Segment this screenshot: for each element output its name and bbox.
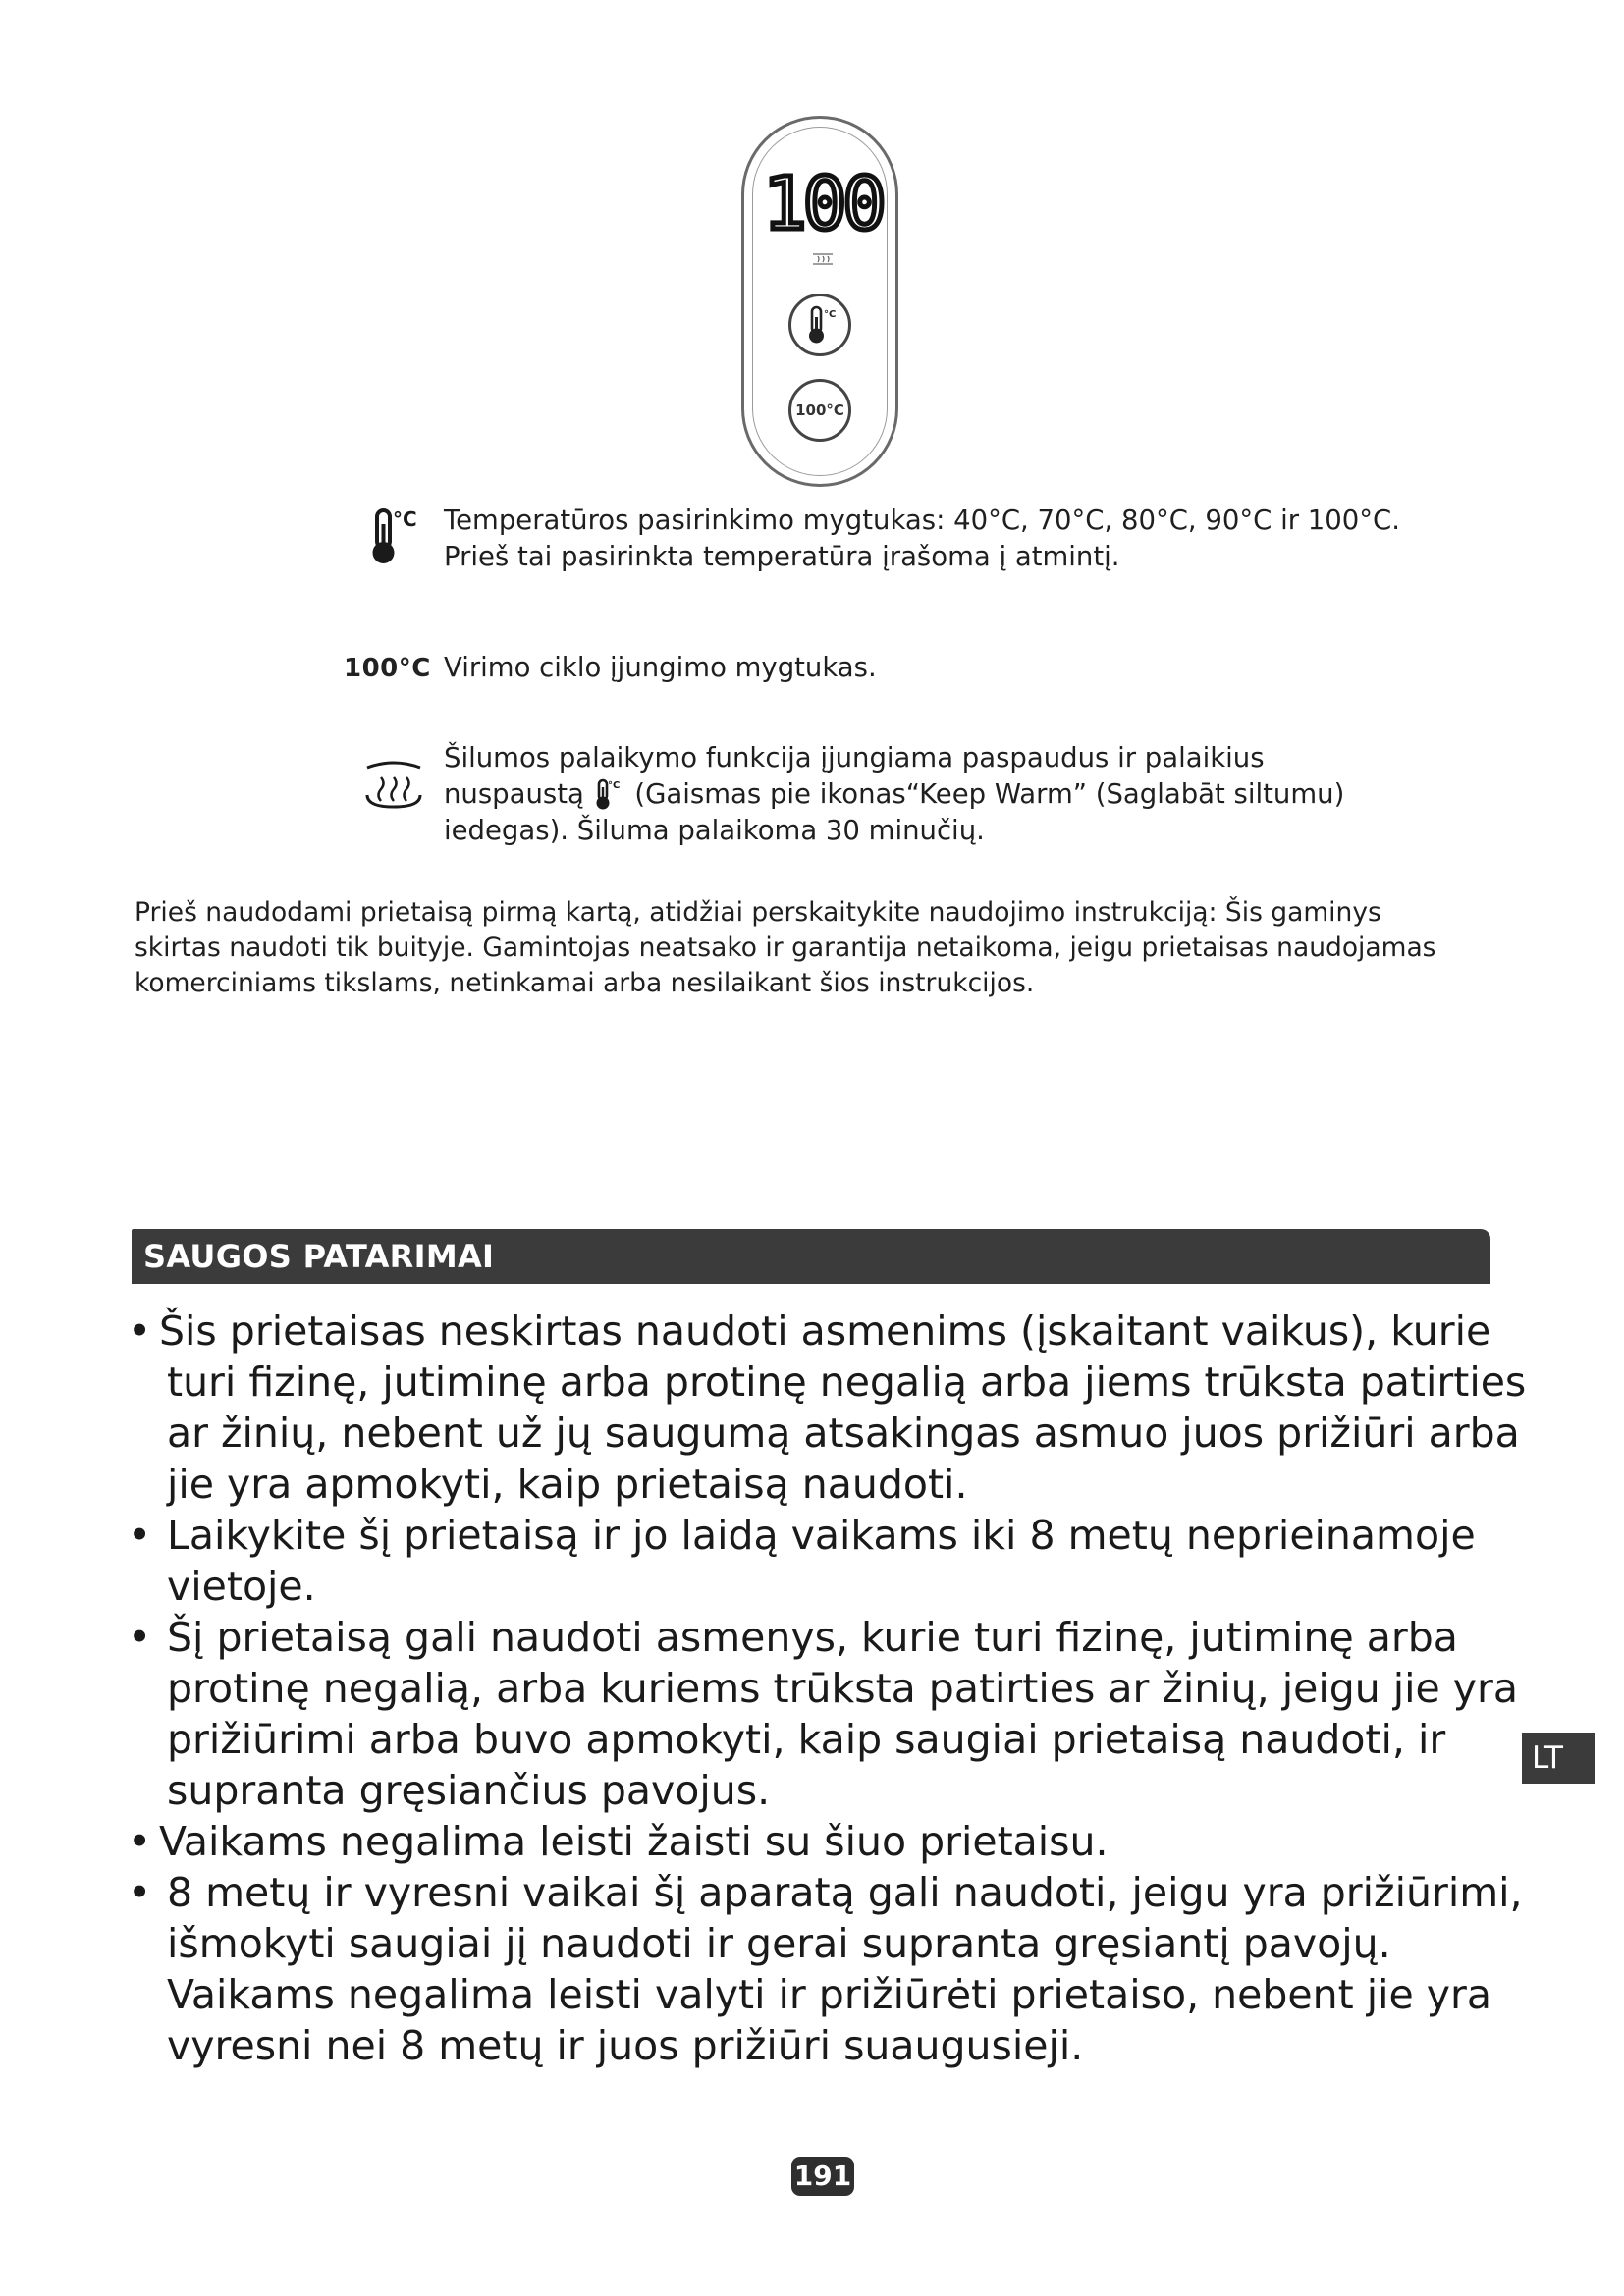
safety-item-1-line-4: jie yra apmokyti, kaip prietaisą naudoti. bbox=[167, 1461, 968, 1508]
bullet: • bbox=[128, 1308, 152, 1355]
boil-button-label: 100°C bbox=[795, 401, 844, 419]
section-title: SAUGOS PATARIMAI bbox=[143, 1238, 495, 1275]
safety-item-3-line-1: Šį prietaisą gali naudoti asmenys, kurie turi fizinę, jutiminę arba bbox=[167, 1614, 1458, 1661]
legend-warm-line-3: iedegas). Šiluma palaikoma 30 minučių. bbox=[444, 815, 985, 846]
intro-line-3: komerciniams tikslams, netinkamai arba nesilaikant šios instrukcijos. bbox=[135, 968, 1035, 998]
safety-item-5-line-1: 8 metų ir vyresni vaikai šį aparatą gali naudoti, jeigu yra prižiūrimi, bbox=[167, 1869, 1523, 1916]
safety-item-5-line-4: vyresni nei 8 metų ir juos prižiūri suaugusieji. bbox=[167, 2022, 1084, 2069]
legend-temp-line-2: Prieš tai pasirinkta temperatūra įrašoma į atmintį. bbox=[444, 541, 1120, 572]
language-tab: LT bbox=[1522, 1733, 1595, 1784]
safety-item bbox=[128, 1816, 1502, 1867]
boil-button-label-icon: 100°C bbox=[344, 654, 431, 683]
legend-warm-line-1: Šilumos palaikymo funkcija įjungiama paspaudus ir palaikius bbox=[444, 742, 1265, 774]
safety-item-3-line-3: prižiūrimi arba buvo apmokyti, kaip saugiai prietaisą naudoti, ir bbox=[167, 1716, 1446, 1763]
bullet: • bbox=[128, 1869, 152, 1916]
legend-boil-text: Virimo ciklo įjungimo mygtukas. bbox=[444, 652, 877, 683]
legend-warm-line-2-start: nuspaustą bbox=[444, 778, 584, 810]
safety-item-5-line-2: išmokyti saugiai jį naudoti ir gerai supranta gręsiantį pavojų. bbox=[167, 1920, 1391, 1967]
bullet: • bbox=[128, 1512, 152, 1559]
thermo-icon-unit: °C bbox=[393, 507, 417, 531]
bullet: • bbox=[128, 1818, 152, 1865]
page-number: 191 bbox=[791, 2157, 854, 2196]
panel-keep-warm-icon bbox=[811, 252, 835, 266]
legend-temp-text bbox=[444, 503, 1400, 575]
safety-item-4-line-1: Vaikams negalima leisti žaisti su šiuo prietaisu. bbox=[159, 1818, 1109, 1865]
thermometer-icon bbox=[369, 507, 426, 567]
safety-item bbox=[128, 1510, 1502, 1612]
legend-warm-line-2-end: (Gaismas pie ikonas“Keep Warm” (Saglabāt siltumu) bbox=[634, 778, 1345, 810]
safety-item bbox=[128, 1867, 1523, 2071]
inline-thermometer-icon bbox=[593, 777, 626, 811]
kettle-control-panel bbox=[741, 116, 898, 487]
safety-item bbox=[128, 1612, 1519, 1816]
intro-line-2: skirtas naudoti tik buityje. Gamintojas neatsako ir garantija netaikoma, jeigu prietaisas naudojamas bbox=[135, 933, 1436, 963]
temp-button-unit: °C bbox=[824, 309, 837, 320]
safety-item-2-line-1: Laikykite šį prietaisą ir jo laidą vaikams iki 8 metų neprieinamoje bbox=[167, 1512, 1476, 1559]
safety-item-1-line-1: Šis prietaisas neskirtas naudoti asmenims (įskaitant vaikus), kurie bbox=[159, 1308, 1491, 1355]
safety-list bbox=[128, 1306, 1527, 2071]
safety-item-3-line-4: supranta gręsiančius pavojus. bbox=[167, 1767, 771, 1814]
intro-paragraph bbox=[135, 895, 1509, 1001]
legend-warm-line-2 bbox=[444, 776, 1344, 813]
thermometer-icon bbox=[800, 303, 839, 347]
safety-item bbox=[128, 1306, 1527, 1510]
legend-temp-line-1: Temperatūros pasirinkimo mygtukas: 40°C, 70°C, 80°C, 90°C ir 100°C. bbox=[444, 505, 1400, 536]
safety-item-2-line-2: vietoje. bbox=[167, 1563, 316, 1610]
keep-warm-icon bbox=[361, 756, 426, 811]
temperature-select-button[interactable] bbox=[788, 294, 851, 356]
safety-item-1-line-2: turi fizinę, jutiminę arba protinę negalią arba jiems trūksta patirties bbox=[167, 1359, 1527, 1406]
legend-warm-text bbox=[444, 740, 1344, 849]
inline-thermo-unit: °C bbox=[607, 780, 620, 791]
intro-line-1: Prieš naudodami prietaisą pirmą kartą, atidžiai perskaitykite naudojimo instrukciją: Šis gaminys bbox=[135, 897, 1381, 928]
safety-item-1-line-3: ar žinių, nebent už jų saugumą atsakingas asmuo juos prižiūri arba bbox=[167, 1410, 1520, 1457]
bullet: • bbox=[128, 1614, 152, 1661]
safety-item-3-line-2: protinę negalią, arba kuriems trūksta patirties ar žinių, jeigu jie yra bbox=[167, 1665, 1519, 1712]
safety-item-5-line-3: Vaikams negalima leisti valyti ir prižiūrėti prietaiso, nebent jie yra bbox=[167, 1971, 1491, 2018]
display-value: 100 bbox=[763, 162, 883, 246]
digital-display bbox=[763, 152, 883, 246]
boil-button[interactable] bbox=[788, 379, 851, 442]
